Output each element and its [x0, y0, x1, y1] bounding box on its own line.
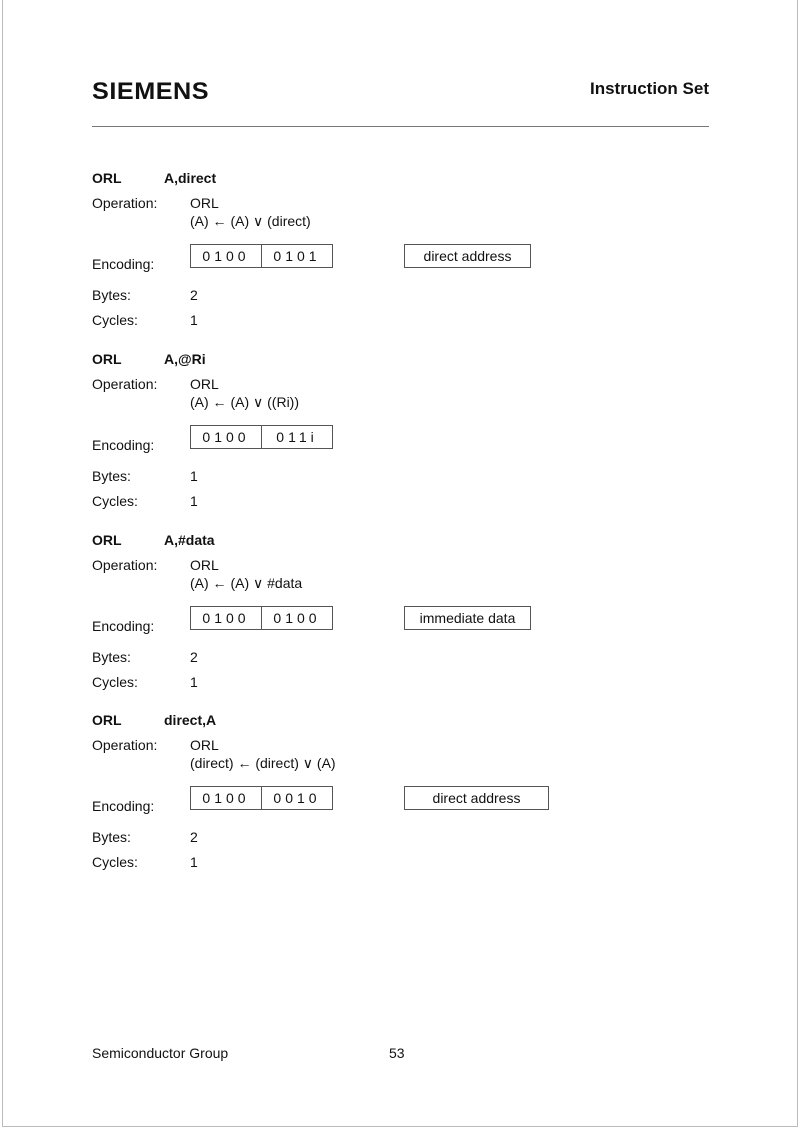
operation-expression: (A) ← (A) ∨ (direct): [190, 213, 311, 229]
operation-expression: (A) ← (A) ∨ #data: [190, 575, 303, 591]
encoding-low-nibble: 011i: [276, 429, 318, 445]
mnemonic: ORL: [92, 532, 122, 548]
bytes-value: 1: [190, 468, 198, 484]
encoding-high-nibble: 0100: [191, 607, 262, 629]
operands: direct,A: [164, 712, 217, 728]
operands: A,#data: [164, 532, 215, 548]
cycles-value: 1: [190, 493, 198, 509]
encoding-low-nibble: 0100: [273, 610, 321, 626]
operation-expression: (A) ← (A) ∨ ((Ri)): [190, 394, 299, 410]
operation-expression: (direct) ← (direct) ∨ (A): [190, 755, 336, 771]
header-title: Instruction Set: [589, 79, 709, 98]
encoding-box: [190, 425, 333, 449]
operand-byte-box: direct address: [404, 244, 531, 268]
instruction-section: [92, 170, 712, 340]
footer-publisher: Semiconductor Group: [92, 1045, 229, 1061]
encoding-high-nibble: 0100: [191, 426, 262, 448]
siemens-logo: SIEMENS: [92, 78, 210, 105]
operands: A,direct: [164, 170, 217, 186]
bytes-value: 2: [190, 287, 198, 303]
instruction-section: [92, 712, 712, 882]
cycles-label: Cycles:: [92, 493, 138, 509]
operation-label: Operation:: [92, 195, 158, 211]
header-divider: [92, 126, 709, 127]
mnemonic: ORL: [92, 351, 122, 367]
page-number: 53: [389, 1045, 405, 1061]
encoding-box: [190, 606, 333, 630]
bytes-label: Bytes:: [92, 468, 131, 484]
bytes-value: 2: [190, 649, 198, 665]
bytes-label: Bytes:: [92, 649, 131, 665]
encoding-label: Encoding:: [92, 437, 155, 453]
encoding-low-nibble: 0010: [273, 790, 321, 806]
operation-name: ORL: [190, 195, 219, 211]
mnemonic: ORL: [92, 170, 122, 186]
encoding-high-nibble: 0100: [191, 245, 262, 267]
bytes-value: 2: [190, 829, 198, 845]
operation-label: Operation:: [92, 376, 158, 392]
encoding-box: [190, 786, 333, 810]
operation-label: Operation:: [92, 557, 158, 573]
encoding-low-nibble: 0101: [273, 248, 321, 264]
mnemonic: ORL: [92, 712, 122, 728]
operand-byte-box: direct address: [404, 786, 549, 810]
operation-name: ORL: [190, 557, 219, 573]
bytes-label: Bytes:: [92, 829, 131, 845]
operation-name: ORL: [190, 376, 219, 392]
operation-label: Operation:: [92, 737, 158, 753]
encoding-label: Encoding:: [92, 618, 155, 634]
cycles-label: Cycles:: [92, 312, 138, 328]
bytes-label: Bytes:: [92, 287, 131, 303]
operand-byte-box: immediate data: [404, 606, 531, 630]
instruction-section: [92, 351, 712, 521]
cycles-label: Cycles:: [92, 674, 138, 690]
operands: A,@Ri: [164, 351, 206, 367]
encoding-label: Encoding:: [92, 256, 155, 272]
cycles-value: 1: [190, 312, 198, 328]
encoding-box: [190, 244, 333, 268]
cycles-label: Cycles:: [92, 854, 138, 870]
encoding-label: Encoding:: [92, 798, 155, 814]
cycles-value: 1: [190, 854, 198, 870]
operation-name: ORL: [190, 737, 219, 753]
encoding-high-nibble: 0100: [191, 787, 262, 809]
instruction-section: [92, 532, 712, 702]
cycles-value: 1: [190, 674, 198, 690]
